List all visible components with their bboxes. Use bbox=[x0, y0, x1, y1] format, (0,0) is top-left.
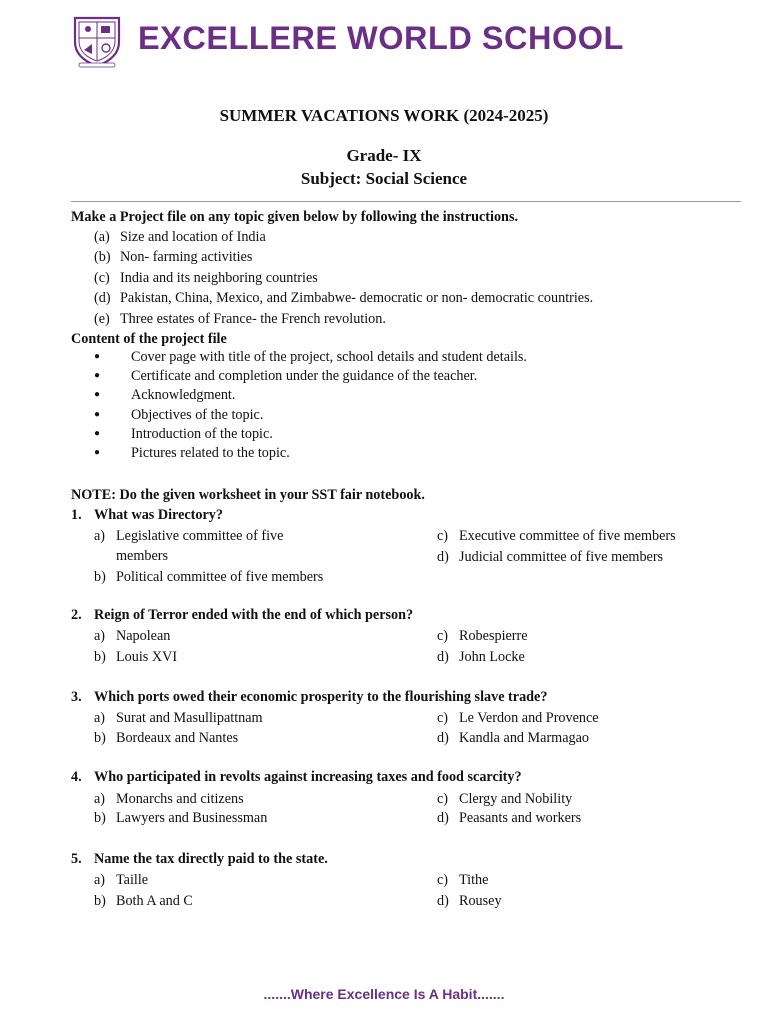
option-c: c) Tithe bbox=[437, 872, 489, 888]
bullet-icon: ● bbox=[94, 370, 101, 382]
school-name: EXCELLERE WORLD SCHOOL bbox=[138, 20, 624, 56]
option-c: c) Le Verdon and Provence bbox=[437, 710, 599, 726]
bullet-icon: ● bbox=[94, 446, 101, 458]
content-heading: Content of the project file bbox=[71, 331, 227, 347]
question-text: 2. Reign of Terror ended with the end of which person? bbox=[71, 607, 414, 623]
option-b: b) Louis XVI bbox=[94, 649, 178, 665]
footer-tagline: .......Where Excellence Is A Habit....... bbox=[263, 986, 505, 1002]
grade-heading: Grade- IX bbox=[346, 146, 422, 165]
project-instruction: Make a Project file on any topic given below by following the instructions. bbox=[71, 209, 519, 225]
subject-heading: Subject: Social Science bbox=[300, 169, 468, 188]
option-d: d) John Locke bbox=[437, 649, 525, 665]
option-c: c) Robespierre bbox=[437, 628, 528, 644]
bullet-icon: ● bbox=[94, 408, 101, 420]
option-c: c) Clergy and Nobility bbox=[437, 791, 573, 807]
bullet-icon: ● bbox=[94, 389, 101, 401]
list-item: ● Certificate and completion under the guidance of the teacher. bbox=[94, 368, 478, 385]
option-d: d) Rousey bbox=[437, 893, 502, 909]
option-b: b) Bordeaux and Nantes bbox=[94, 730, 239, 746]
bullet-icon: ● bbox=[94, 427, 101, 439]
option-a: a) Monarchs and citizens bbox=[94, 791, 244, 807]
list-item: ● Acknowledgment. bbox=[94, 387, 236, 404]
option-a: a) Napolean bbox=[94, 628, 171, 644]
worksheet-note: NOTE: Do the given worksheet in your SST fair notebook. bbox=[71, 487, 425, 503]
question-text: 1. What was Directory? bbox=[71, 507, 223, 523]
list-item: (b) Non- farming activities bbox=[94, 249, 253, 266]
list-item: (c) India and its neighboring countries bbox=[94, 269, 318, 286]
worksheet-title: SUMMER VACATIONS WORK (2024-2025) bbox=[219, 106, 549, 125]
list-item: ● Pictures related to the topic. bbox=[94, 444, 290, 461]
option-c: c) Executive committee of five members bbox=[437, 528, 676, 544]
list-item: (e) Three estates of France- the French revolution. bbox=[94, 310, 386, 327]
question-2 bbox=[71, 607, 751, 665]
list-item: ● Objectives of the topic. bbox=[94, 406, 264, 423]
question-text: 4. Who participated in revolts against increasing taxes and food scarcity? bbox=[71, 769, 522, 785]
option-a: a) Surat and Masullipattnam bbox=[94, 710, 263, 726]
option-b: b) Both A and C bbox=[94, 893, 193, 909]
question-text: 5. Name the tax directly paid to the state. bbox=[71, 851, 328, 867]
option-a: a) Legislative committee of five members bbox=[94, 528, 284, 564]
question-3 bbox=[71, 689, 751, 746]
list-item: ● Cover page with title of the project, school details and student details. bbox=[94, 349, 527, 365]
question-4 bbox=[71, 769, 751, 826]
question-text: 3. Which ports owed their economic prosperity to the flourishing slave trade? bbox=[71, 689, 548, 705]
list-item: (a) Size and location of India bbox=[94, 229, 266, 245]
school-crest-icon bbox=[70, 14, 124, 68]
option-d: d) Judicial committee of five members bbox=[437, 549, 664, 565]
school-header bbox=[70, 14, 730, 68]
option-d: d) Peasants and workers bbox=[437, 810, 582, 826]
question-1 bbox=[71, 507, 751, 585]
project-topic-list bbox=[94, 229, 593, 331]
content-bullet-list bbox=[94, 349, 527, 464]
list-item: ● Introduction of the topic. bbox=[94, 425, 273, 442]
question-5 bbox=[71, 851, 751, 909]
bullet-icon: ● bbox=[94, 351, 101, 362]
option-b: b) Political committee of five members bbox=[94, 569, 324, 585]
option-a: a) Taille bbox=[94, 872, 149, 888]
list-item: (d) Pakistan, China, Mexico, and Zimbabwe- democratic or non- democratic countries. bbox=[94, 290, 594, 307]
option-b: b) Lawyers and Businessman bbox=[94, 810, 268, 826]
divider-line bbox=[71, 201, 741, 202]
option-d: d) Kandla and Marmagao bbox=[437, 730, 590, 746]
